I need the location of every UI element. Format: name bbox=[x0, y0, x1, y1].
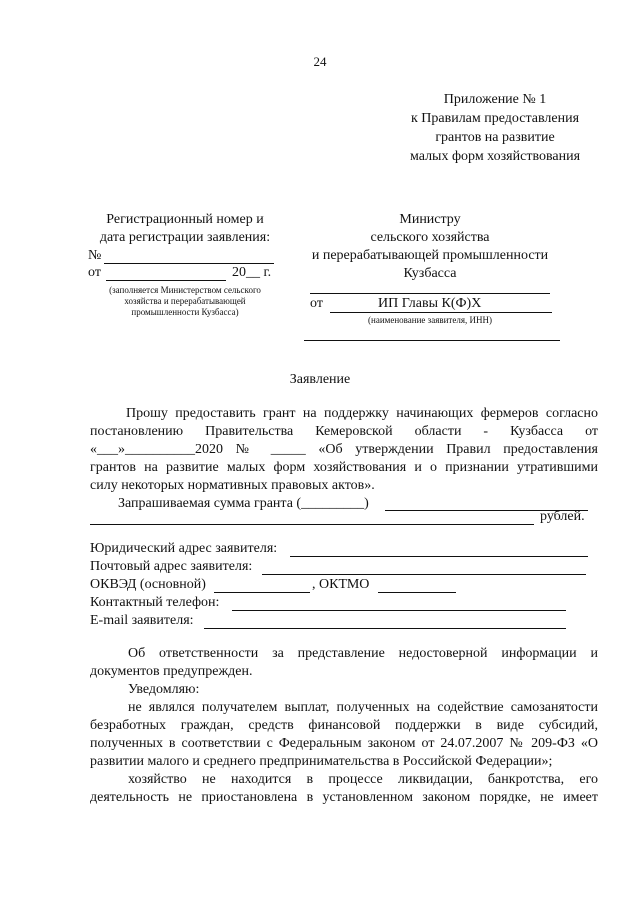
liability-line: документов предупрежден. bbox=[90, 664, 253, 679]
okved-field[interactable] bbox=[214, 592, 310, 593]
oktmo-field[interactable] bbox=[378, 592, 456, 593]
request-line: Прошу предоставить грант на поддержку начинающих фермеров согласно bbox=[126, 406, 598, 421]
statement-line: развитии малого и среднего предпринимательства в Российской Федерации»; bbox=[90, 754, 553, 769]
registration-label-1: Регистрационный номер и bbox=[106, 212, 264, 227]
phone-field[interactable] bbox=[232, 610, 566, 611]
ministry-line: Кузбасса bbox=[403, 266, 457, 281]
appendix-line: малых форм хозяйствования bbox=[409, 149, 581, 164]
registration-number-prefix: № bbox=[88, 248, 102, 263]
ministry-blank-line[interactable] bbox=[310, 293, 550, 294]
grant-amount-words-field[interactable] bbox=[90, 524, 534, 525]
registration-note-line: хозяйства и перерабатывающей bbox=[124, 296, 246, 306]
page-number: 24 bbox=[313, 54, 327, 69]
appendix-line: грантов на развитие bbox=[435, 130, 555, 145]
request-line: грантов на развитие малых форм хозяйствования и о признании утратившими bbox=[90, 460, 598, 475]
ministry-block bbox=[305, 211, 555, 283]
registration-note-block bbox=[88, 281, 282, 318]
applicant-name: ИП Главы К(Ф)Х bbox=[378, 296, 482, 311]
applicant-name-field[interactable] bbox=[330, 312, 552, 313]
applicant-extra-line[interactable] bbox=[304, 340, 560, 341]
statement-line: безработных граждан, средств финансовой поддержки в виде субсидий, bbox=[90, 718, 598, 733]
document-title: Заявление bbox=[289, 372, 351, 387]
ministry-line: Министру bbox=[399, 212, 461, 227]
request-line: силу некоторых нормативных правовых актов». bbox=[90, 478, 375, 493]
registration-date-prefix: от bbox=[88, 265, 101, 280]
okved-label: ОКВЭД (основной) bbox=[90, 577, 206, 592]
liability-line: Об ответственности за представление недостоверной информации и bbox=[128, 646, 598, 661]
applicant-from-prefix: от bbox=[310, 296, 323, 311]
statement-line: хозяйство не находится в процессе ликвидации, банкротства, его bbox=[128, 772, 598, 787]
postal-address-label: Почтовый адрес заявителя: bbox=[90, 559, 253, 574]
statement-line: полученных в соответствии с Федеральным законом от 24.07.2007 № 209-ФЗ «О bbox=[90, 736, 598, 751]
grant-amount-unit: рублей. bbox=[540, 509, 585, 524]
grant-amount-label: Запрашиваемая сумма гранта (_________) bbox=[118, 496, 369, 511]
postal-address-field[interactable] bbox=[262, 574, 586, 575]
legal-address-field[interactable] bbox=[290, 556, 588, 557]
notify-label: Уведомляю: bbox=[128, 682, 200, 697]
registration-label-2: дата регистрации заявления: bbox=[99, 230, 271, 245]
email-label: E-mail заявителя: bbox=[90, 613, 194, 628]
ministry-line: и перерабатывающей промышленности bbox=[311, 248, 549, 263]
registration-note-line: (заполняется Министерством сельского bbox=[109, 285, 261, 295]
request-line: постановлению Правительства Кемеровской области - Кузбасса от bbox=[90, 424, 598, 439]
applicant-note: (наименование заявителя, ИНН) bbox=[368, 315, 492, 325]
statement-line: не являлся получателем выплат, полученных на содействие самозанятости bbox=[128, 700, 598, 715]
appendix-line: к Правилам предоставления bbox=[410, 111, 580, 126]
registration-note-line: промышленности Кузбасса) bbox=[131, 307, 239, 317]
registration-date-year: 20__ г. bbox=[232, 265, 272, 280]
appendix-header bbox=[395, 90, 595, 166]
oktmo-label: , ОКТМО bbox=[312, 577, 370, 592]
ministry-line: сельского хозяйства bbox=[370, 230, 490, 245]
request-line: «___»__________2020 № _____ «Об утверждении Правил предоставления bbox=[90, 442, 598, 457]
appendix-line: Приложение № 1 bbox=[443, 92, 547, 107]
statement-line: деятельность не приостановлена в установленном законом порядке, не имеет bbox=[90, 790, 598, 805]
email-field[interactable] bbox=[204, 628, 566, 629]
phone-label: Контактный телефон: bbox=[90, 595, 220, 610]
registration-block bbox=[88, 211, 282, 247]
legal-address-label: Юридический адрес заявителя: bbox=[90, 541, 278, 556]
registration-number-field[interactable] bbox=[104, 263, 274, 264]
